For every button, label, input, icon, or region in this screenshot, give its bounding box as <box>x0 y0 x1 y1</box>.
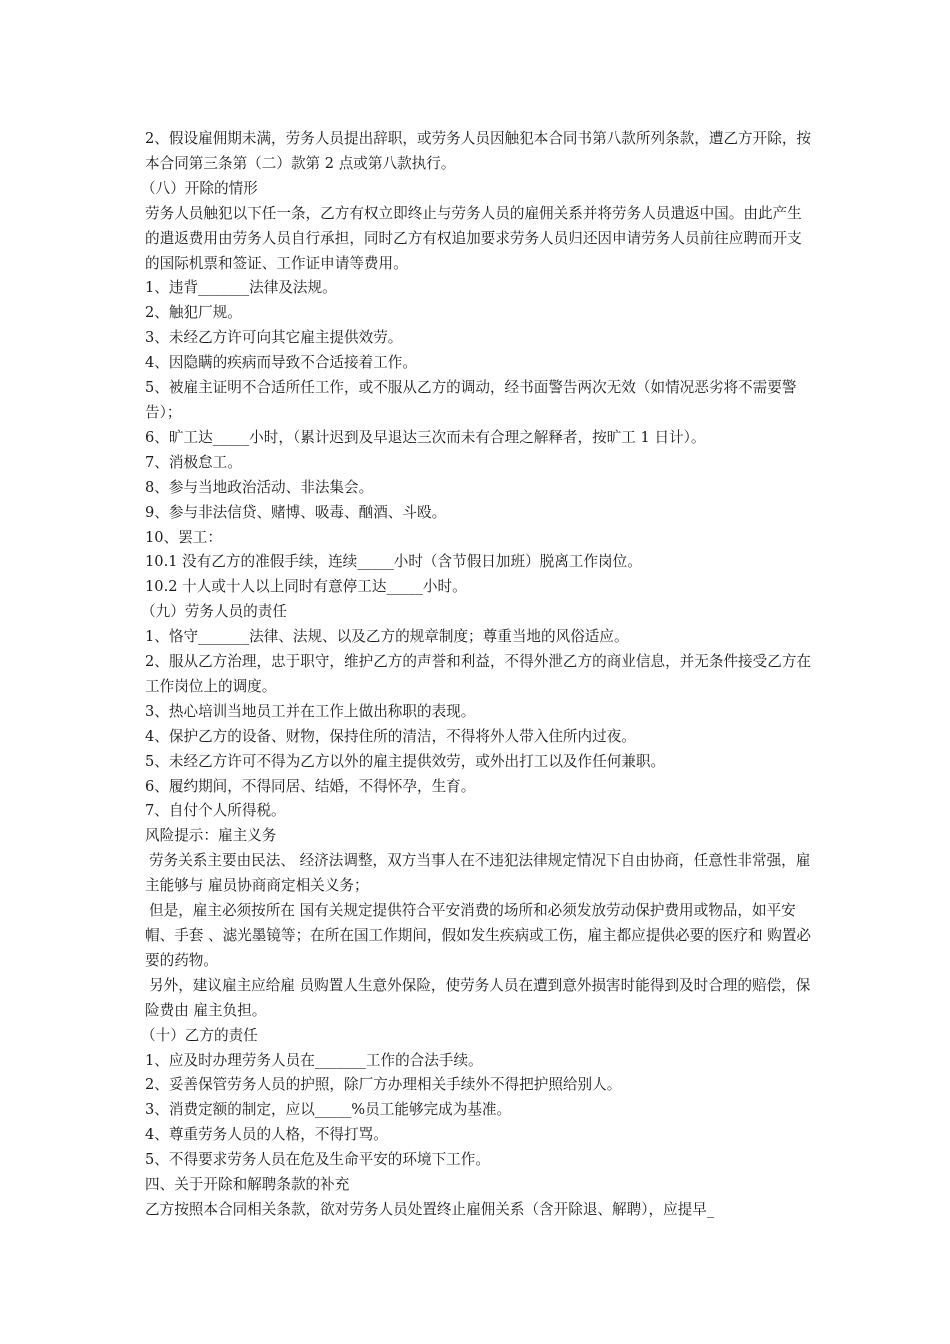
list-item-party-b-duty-1: 1、应及时办理劳务人员在_______工作的合法手续。 <box>145 1051 483 1069</box>
list-item-worker-duty-7: 7、自付个人所得税。 <box>145 802 286 820</box>
section-heading-worker-duties: （九）劳务人员的责任 <box>141 603 287 621</box>
list-item-worker-duty-5: 5、未经乙方许可不得为乙方以外的雇主提供效劳，或外出打工以及作任何兼职。 <box>145 752 666 770</box>
list-item-worker-duty-6: 6、履约期间，不得同居、结婚，不得怀孕，生育。 <box>145 777 476 795</box>
list-item-worker-duty-3: 3、热心培训当地员工并在工作上做出称职的表现。 <box>145 702 476 720</box>
para-risk-notice-3: 另外，建议雇主应给雇 员购置人生意外保险，使劳务人员在遭到意外损害时能得到及时合理的赔偿，保险费由 雇主负担。 <box>145 976 811 1019</box>
para-risk-notice-1: 劳务关系主要由民法、 经济法调整，双方当事人在不违犯法律规定情况下自由协商，任意性非常强，雇主能够与 雇员协商商定相关义务； <box>145 852 811 895</box>
list-item-party-b-duty-2: 2、妥善保管劳务人员的护照，除厂方办理相关手续外不得把护照给别人。 <box>145 1076 622 1094</box>
list-item-dismissal-4: 4、因隐瞒的疾病而导致不合适接着工作。 <box>145 354 417 372</box>
list-item-dismissal-10: 10、罢工： <box>145 528 222 546</box>
section-heading-supplement: 四、关于开除和解聘条款的补充 <box>145 1176 350 1194</box>
list-item-worker-duty-4: 4、保护乙方的设备、财物，保持住所的清洁，不得将外人带入住所内过夜。 <box>145 727 636 745</box>
list-item-party-b-duty-3: 3、消费定额的制定，应以_____%员工能够完成为基准。 <box>145 1101 512 1119</box>
list-item-dismissal-10-1: 10.1 没有乙方的准假手续，连续_____小时（含节假日加班）脱离工作岗位。 <box>145 553 642 571</box>
para-termination-early-resignation: 2、假设雇佣期未满，劳务人员提出辞职，或劳务人员因触犯本合同书第八款所列条款，遭乙方开除，按本合同第三条第（二）款第 2 点或第八款执行。 <box>145 130 812 172</box>
list-item-worker-duty-2: 2、服从乙方治理，忠于职守，维护乙方的声誉和利益，不得外泄乙方的商业信息，并无条件接受乙方在工作岗位上的调度。 <box>145 653 812 695</box>
document-body <box>141 127 813 1223</box>
para-risk-notice-2: 但是，雇主必须按所在 国有关规定提供符合平安消费的场所和必须发放劳动保护费用或物品，如平安帽、手套 、滤光墨镜等；在所在国工作期间，假如发生疾病或工伤，雇主都应提供必要的医疗和 购置必要的药物。 <box>145 902 812 969</box>
section-heading-dismissal: （八）开除的情形 <box>141 179 258 197</box>
list-item-dismissal-7: 7、消极怠工。 <box>145 453 242 471</box>
list-item-dismissal-6: 6、旷工达_____小时，（累计迟到及早退达三次而未有合理之解释者，按旷工 1 日计）。 <box>145 428 706 446</box>
list-item-dismissal-1: 1、违背_______法律及法规。 <box>145 279 337 297</box>
list-item-dismissal-8: 8、参与当地政治活动、非法集会。 <box>145 478 374 496</box>
list-item-dismissal-2: 2、触犯厂规。 <box>145 304 242 322</box>
list-item-dismissal-5: 5、被雇主证明不合适所任工作，或不服从乙方的调动，经书面警告两次无效（如情况恶劣将不需要警告）； <box>145 379 797 421</box>
para-dismissal-intro: 劳务人员触犯以下任一条，乙方有权立即终止与劳务人员的雇佣关系并将劳务人员遣返中国。由此产生的遣返费用由劳务人员自行承担，同时乙方有权追加要求劳务人员归还因申请劳务人员前往应聘而开支的国际机票和签证、工作证申请等费用。 <box>145 204 802 272</box>
list-item-dismissal-10-2: 10.2 十人或十人以上同时有意停工达_____小时。 <box>145 578 467 596</box>
list-item-party-b-duty-5: 5、不得要求劳务人员在危及生命平安的环境下工作。 <box>145 1151 490 1169</box>
section-heading-party-b-duties: （十）乙方的责任 <box>141 1026 258 1044</box>
list-item-dismissal-3: 3、未经乙方许可向其它雇主提供效劳。 <box>145 329 403 347</box>
list-item-dismissal-9: 9、参与非法信贷、赌博、吸毒、酗酒、斗殴。 <box>145 503 447 521</box>
list-item-worker-duty-1: 1、恪守_______法律、法规、以及乙方的规章制度；尊重当地的风俗适应。 <box>145 628 629 646</box>
para-supplement-1: 乙方按照本合同相关条款，欲对劳务人员处置终止雇佣关系（含开除退、解聘），应提早_ <box>145 1200 715 1218</box>
section-heading-risk-notice: 风险提示：雇主义务 <box>145 827 277 845</box>
list-item-party-b-duty-4: 4、尊重劳务人员的人格，不得打骂。 <box>145 1126 388 1144</box>
